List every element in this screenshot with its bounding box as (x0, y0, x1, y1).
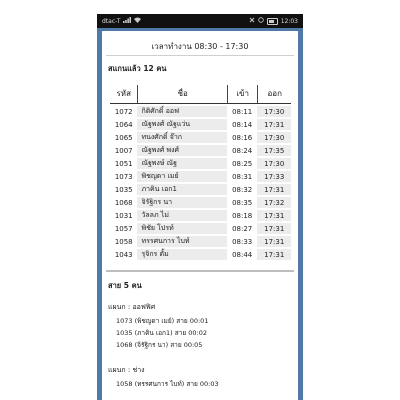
cell-out: 17:31 (257, 184, 291, 195)
table-row (110, 197, 291, 208)
table-header-row (110, 85, 291, 104)
table-row (110, 106, 291, 117)
cell-name: ทนงศักดิ์ จ๊าก (137, 132, 226, 143)
cell-out: 17:31 (257, 210, 291, 221)
cell-id: 1031 (114, 211, 133, 220)
cell-id: 1051 (114, 159, 133, 168)
cell-in: 08:18 (232, 211, 253, 220)
signal-icon (123, 17, 131, 25)
alarm-icon (258, 17, 264, 25)
cell-name: ณัฐพงศ์ พงศ์ (137, 145, 226, 156)
cell-name: จิรัฐิกร นา (137, 197, 226, 208)
cell-out: 17:31 (257, 236, 291, 247)
table-row (110, 119, 291, 130)
report-screen[interactable] (102, 31, 298, 400)
cell-in: 08:25 (232, 159, 253, 168)
cell-id: 1072 (114, 107, 133, 116)
late-item: 1073 (พิชญดา เมย์) สาย 00:01 (116, 317, 209, 325)
table-body (110, 106, 291, 260)
table-row (110, 236, 291, 247)
phone-frame (97, 14, 303, 400)
clock: 12:03 (280, 17, 298, 25)
cell-name: พิชัย โปรท์ (137, 223, 226, 234)
cell-in: 08:27 (232, 224, 253, 233)
table-row (110, 171, 291, 182)
table-row (110, 158, 291, 169)
cell-name: พิชญดา เมย์ (137, 171, 226, 182)
cell-name: วัลลภ ไม่ (137, 210, 226, 221)
cell-out: 17:33 (257, 171, 291, 182)
table-row (110, 145, 291, 156)
table-row (110, 210, 291, 221)
cell-name: รุจิกร ตั้ม (137, 249, 226, 260)
status-bar (97, 14, 303, 28)
cell-in: 08:14 (232, 120, 253, 129)
scanned-title: สแกนแล้ว 12 คน (108, 64, 167, 73)
cell-in: 08:35 (232, 198, 253, 207)
cell-out: 17:31 (257, 249, 291, 260)
late-item: 1035 (ภาคิน เอก1) สาย 00:02 (116, 329, 207, 337)
cell-id: 1007 (114, 146, 133, 155)
cell-out: 17:32 (257, 197, 291, 208)
cell-in: 08:11 (232, 107, 253, 116)
cell-name: ภาคิน เอก1 (137, 184, 226, 195)
cell-out: 17:30 (257, 158, 291, 169)
department-label: แผนก : ออฟฟิศ (108, 303, 156, 311)
cell-name: ทรรศนการ ไบท์ (137, 236, 226, 247)
header-id: รหัส (110, 85, 137, 104)
late-item: 1068 (จิรัฐิกร นา) สาย 00:05 (116, 341, 203, 349)
cell-in: 08:31 (232, 172, 253, 181)
mute-icon (249, 17, 255, 25)
cell-out: 17:30 (257, 132, 291, 143)
cell-id: 1058 (114, 237, 133, 246)
table-row (110, 132, 291, 143)
late-list (102, 298, 298, 390)
attendance-table (110, 83, 291, 262)
cell-in: 08:44 (232, 250, 253, 259)
battery-icon (267, 18, 278, 25)
table-row (110, 184, 291, 195)
table-row (110, 249, 291, 260)
cell-in: 08:33 (232, 237, 253, 246)
cell-id: 1068 (114, 198, 133, 207)
cell-id: 1043 (114, 250, 133, 259)
department-label: แผนก : ช่าง (108, 366, 145, 374)
cell-id: 1035 (114, 185, 133, 194)
cell-out: 17:31 (257, 223, 291, 234)
cell-out: 17:31 (257, 119, 291, 130)
late-title: สาย 5 คน (108, 281, 142, 290)
cell-out: 17:30 (257, 106, 291, 117)
working-hours: เวลาทำงาน 08:30 - 17:30 (151, 42, 249, 51)
cell-id: 1057 (114, 224, 133, 233)
cell-in: 08:16 (232, 133, 253, 142)
cell-id: 1064 (114, 120, 133, 129)
cell-id: 1073 (114, 172, 133, 181)
cell-id: 1065 (114, 133, 133, 142)
wifi-icon (134, 17, 141, 25)
late-item: 1058 (ทรรศนการ ไบท์) สาย 00:03 (116, 380, 219, 388)
table-row (110, 223, 291, 234)
cell-name: กิติศักดิ์ ออฟ (137, 106, 226, 117)
header-in: เข้า (227, 85, 258, 104)
header-name: ชื่อ (137, 85, 226, 104)
carrier-label: dtac-T (102, 17, 121, 25)
cell-name: ณัฐพงศ์ ณัฐแว่น (137, 119, 226, 130)
cell-in: 08:32 (232, 185, 253, 194)
header-out: ออก (257, 85, 291, 104)
cell-in: 08:24 (232, 146, 253, 155)
cell-out: 17:35 (257, 145, 291, 156)
cell-name: ณัฐพงษ์ ณัฐ (137, 158, 226, 169)
